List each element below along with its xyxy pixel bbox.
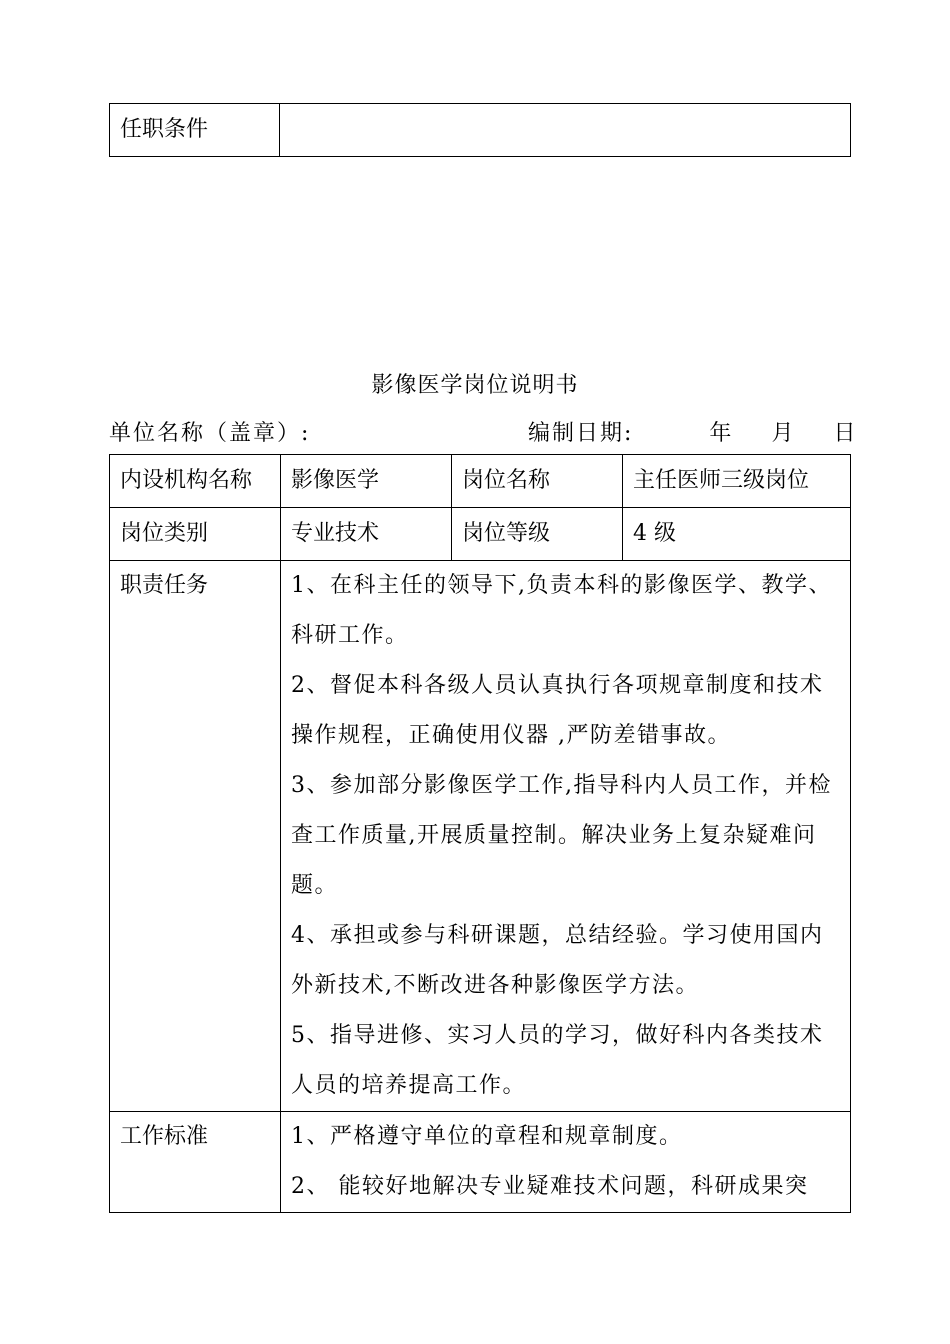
- dept-label: 内设机构名称: [110, 455, 281, 508]
- qualification-value: [280, 104, 851, 157]
- duty-line: 题。: [291, 873, 339, 898]
- duty-line: 2、督促本科各级人员认真执行各项规章制度和技术: [291, 673, 824, 698]
- duties-label: 职责任务: [110, 561, 281, 1112]
- duty-line: 查工作质量,开展质量控制。解决业务上复杂疑难问: [291, 823, 817, 848]
- document-title: 影像医学岗位说明书: [371, 373, 579, 398]
- duties-content: [281, 561, 851, 1112]
- post-name-label: 岗位名称: [452, 455, 623, 508]
- duty-line: 外新技术,不断改进各种影像医学方法。: [291, 973, 699, 998]
- unit-name-label: 单位名称（盖章）:: [109, 421, 311, 446]
- duty-line: 人员的培养提高工作。: [291, 1073, 527, 1098]
- table-row: [110, 561, 851, 1112]
- date-label: 编制日期:: [528, 421, 634, 446]
- category-label: 岗位类别: [110, 508, 281, 561]
- qualification-table: [109, 103, 851, 157]
- table-row: [110, 455, 851, 508]
- standard-line: 1、严格遵守单位的章程和规章制度。: [291, 1124, 683, 1149]
- duty-line: 3、参加部分影像医学工作,指导科内人员工作，并检: [291, 773, 832, 798]
- duty-line: 4、承担或参与科研课题，总结经验。学习使用国内: [291, 923, 824, 948]
- qualification-label: 任职条件: [110, 104, 280, 157]
- duty-line: 5、指导进修、实习人员的学习，做好科内各类技术: [291, 1023, 824, 1048]
- duty-line: 操作规程，正确使用仪器 ,严防差错事故。: [291, 723, 731, 748]
- standards-label: 工作标准: [110, 1112, 281, 1213]
- grade-value: 4 级: [623, 508, 851, 561]
- category-value: 专业技术: [281, 508, 452, 561]
- compile-date: [528, 416, 857, 447]
- duty-line: 1、在科主任的领导下,负责本科的影像医学、教学、: [291, 573, 832, 598]
- date-month: 月: [771, 421, 796, 446]
- date-day: 日: [833, 421, 858, 446]
- table-row: [110, 1112, 851, 1213]
- standards-content: [281, 1112, 851, 1213]
- dept-value: 影像医学: [281, 455, 452, 508]
- standard-line: 2、 能较好地解决专业疑难技术问题，科研成果突: [291, 1174, 809, 1199]
- table-row: [110, 508, 851, 561]
- date-year: 年: [709, 421, 734, 446]
- post-name-value: 主任医师三级岗位: [623, 455, 851, 508]
- duty-line: 科研工作。: [291, 623, 409, 648]
- grade-label: 岗位等级: [452, 508, 623, 561]
- job-description-table: [109, 454, 851, 1213]
